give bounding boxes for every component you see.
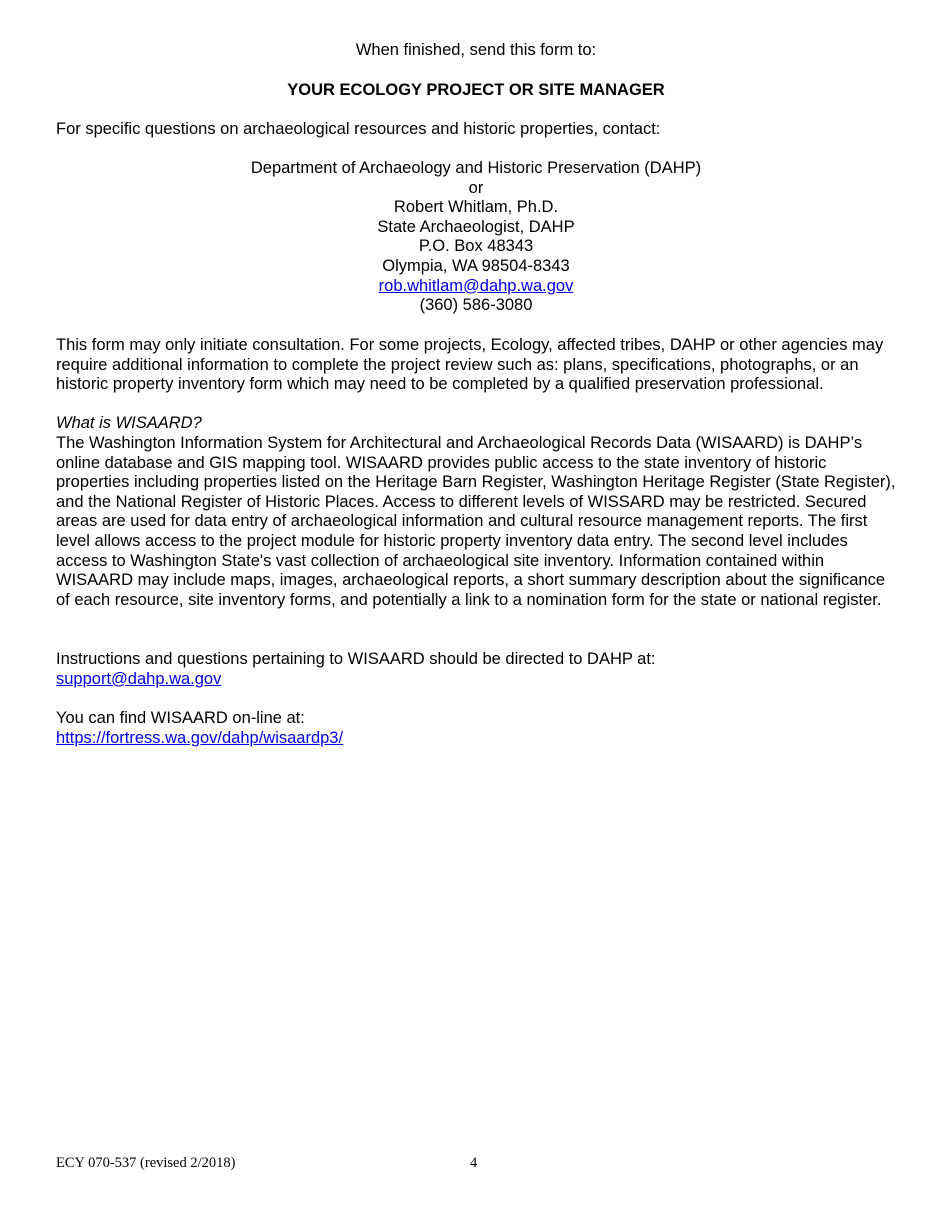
wisaard-online-text: You can find WISAARD on-line at:: [56, 709, 305, 727]
consultation-paragraph: This form may only initiate consultation. For some projects, Ecology, affected tribes, DAHP or other agencies may require additional information to complete the project review such as: plans, specifications, photographs, or an historic property inventory form which may need to be completed by a qualified preservation professional.: [56, 336, 884, 394]
contact-question: For specific questions on archaeological resources and historic properties, contact:: [56, 120, 661, 138]
wisaard-url-link[interactable]: https://fortress.wa.gov/dahp/wisaardp3/: [56, 728, 344, 747]
document-page: [56, 0, 896, 1230]
contact-email-link[interactable]: rob.whitlam@dahp.wa.gov: [378, 276, 574, 295]
footer-page-number: 4: [470, 1155, 478, 1171]
wisaard-description: The Washington Information System for Architectural and Archaeological Records Data (WISAARD) is DAHP’s online database and GIS mapping tool. WISAARD provides public access to the state inventory of historic properties including properties listed on the Heritage Barn Register, Washington Heritage Register (State Register), and the National Register of Historic Places. Access to different levels of WISSARD may be restricted. Secured areas are used for data entry of archaeological information and cultural resource management reports. The first level allows access to the project module for historic property inventory data entry. The second level includes access to Washington State's vast collection of archaeological site inventory. Information contained within WISAARD may include maps, images, archaeological reports, a short summary description about the significance of each resource, site inventory forms, and potentially a link to a nomination form for the state or national register.: [56, 434, 896, 609]
support-email-link[interactable]: support@dahp.wa.gov: [56, 669, 222, 688]
contact-address-block: [56, 159, 896, 316]
city-state-zip: Olympia, WA 98504-8343: [382, 256, 570, 275]
manager-heading: YOUR ECOLOGY PROJECT OR SITE MANAGER: [287, 81, 665, 99]
send-instruction: When finished, send this form to:: [355, 41, 597, 59]
po-box: P.O. Box 48343: [418, 237, 534, 256]
wisaard-heading: What is WISAARD?: [56, 414, 202, 432]
department-name: Department of Archaeology and Historic Preservation (DAHP): [250, 159, 702, 177]
footer-form-id: ECY 070-537 (revised 2/2018): [56, 1155, 236, 1171]
contact-title: State Archaeologist, DAHP: [377, 217, 575, 236]
wisaard-online-block: [56, 709, 896, 748]
contact-name: Robert Whitlam, Ph.D.: [393, 198, 559, 217]
contact-phone: (360) 586-3080: [419, 296, 533, 315]
or-separator: or: [468, 178, 484, 197]
wisaard-instructions-text: Instructions and questions pertaining to WISAARD should be directed to DAHP at:: [56, 650, 656, 668]
wisaard-instructions-block: [56, 650, 896, 689]
